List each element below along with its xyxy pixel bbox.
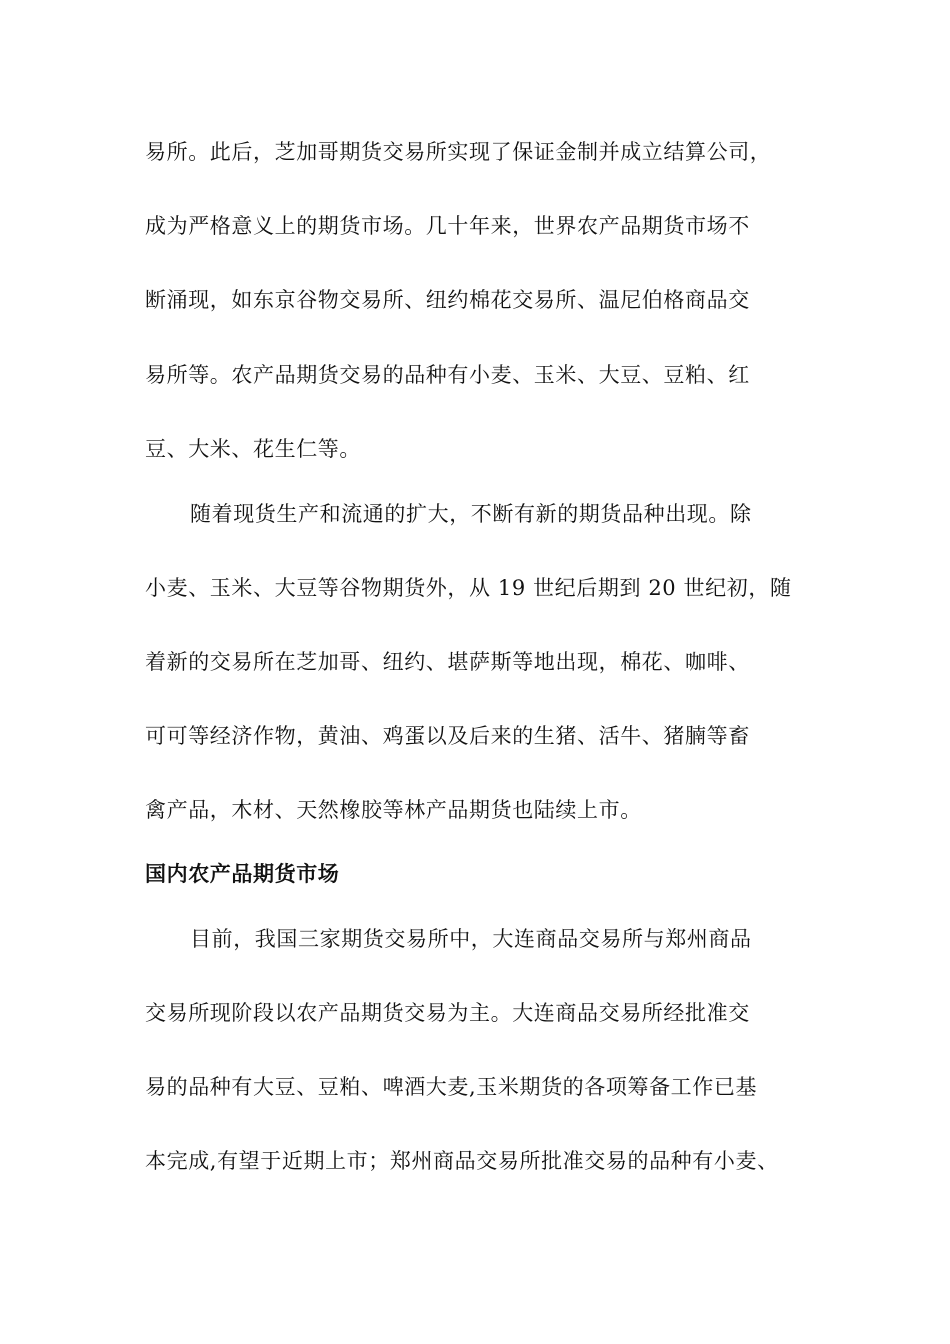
text-line: 目前，我国三家期货交易所中，大连商品交易所与郑州商品 (190, 927, 752, 951)
text-line: 断涌现，如东京谷物交易所、纽约棉花交易所、温尼伯格商品交 (145, 288, 750, 312)
text-line: 成为严格意义上的期货市场。几十年来，世界农产品期货市场不 (145, 214, 750, 238)
text-line: 本完成,有望于近期上市；郑州商品交易所批准交易的品种有小麦、 (145, 1149, 779, 1173)
section-heading: 国内农产品期货市场 (145, 862, 340, 886)
text-line: 交易所现阶段以农产品期货交易为主。大连商品交易所经批准交 (145, 1001, 750, 1025)
text-line: 易的品种有大豆、豆粕、啤酒大麦,玉米期货的各项筹备工作已基 (145, 1075, 758, 1099)
text-line: 豆、大米、花生仁等。 (145, 437, 361, 461)
text-line: 易所等。农产品期货交易的品种有小麦、玉米、大豆、豆粕、红 (145, 363, 750, 387)
text-line: 禽产品，木材、天然橡胶等林产品期货也陆续上市。 (145, 798, 642, 822)
text-line: 小麦、玉米、大豆等谷物期货外，从 19 世纪后期到 20 世纪初，随 (145, 576, 792, 600)
text-line: 随着现货生产和流通的扩大，不断有新的期货品种出现。除 (190, 502, 752, 526)
text-line: 可可等经济作物，黄油、鸡蛋以及后来的生猪、活牛、猪腩等畜 (145, 724, 750, 748)
text-line: 易所。此后，芝加哥期货交易所实现了保证金制并成立结算公司， (145, 140, 772, 164)
text-line: 着新的交易所在芝加哥、纽约、堪萨斯等地出现，棉花、咖啡、 (145, 650, 750, 674)
